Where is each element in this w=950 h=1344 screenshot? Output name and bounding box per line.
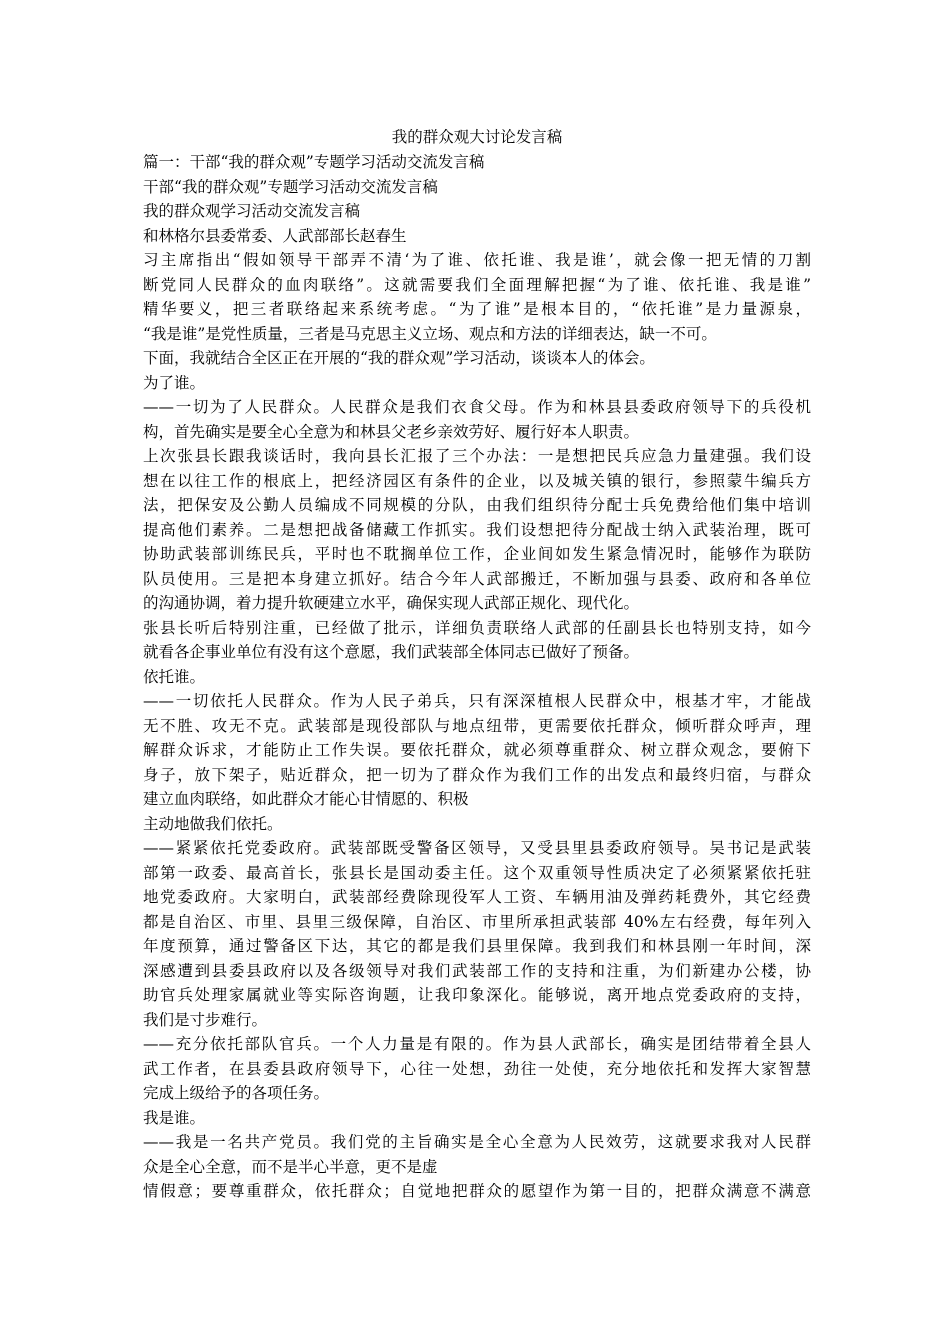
body-line: 深感遭到县委县政府以及各级领导对我们武装部工作的支持和注重，为们新建办公楼，协	[143, 961, 811, 980]
body-line: 想在以往工作的根底上，把经济园区有条件的企业，以及城关镇的银行，参照蒙牛编兵方	[143, 471, 811, 490]
body-line: 部第一政委、最高首长，张县长是国动委主任。这个双重领导性质决定了必须紧紧依托驻	[143, 863, 811, 882]
body-line: ——我是一名共产党员。我们党的主旨确实是全心全意为人民效劳，这就要求我对人民群	[143, 1133, 811, 1151]
body-line: 无不胜、攻无不克。武装部是现役部队与地点纽带，更需要依托群众，倾听群众呼声，理	[143, 716, 811, 735]
body-line: ——一切为了人民群众。人民群众是我们衣食父母。作为和林县县委政府领导下的兵役机	[143, 398, 811, 416]
body-line: ——一切依托人民群众。作为人民子弟兵，只有深深植根人民群众中，根基才牢，才能战	[143, 692, 811, 710]
body-line: 和林格尔县委常委、人武部部长赵春生	[143, 226, 407, 245]
body-line: 为了谁。	[143, 373, 206, 392]
body-line: 的沟通协调，着力提升软硬建立水平，确保实现人武部正规化、现代化。	[143, 594, 640, 612]
body-line: 提高他们素养。二是想把战备储藏工作抓实。我们设想把待分配战士纳入武装治理，既可	[143, 520, 811, 539]
body-line: 下面，我就结合全区正在开展的“我的群众观”学习活动，谈谈本人的体会。	[143, 349, 655, 367]
body-line: 身子，放下架子，贴近群众，把一切为了群众作为我们工作的出发点和最终归宿，与群众	[143, 765, 811, 784]
body-line: 建立血肉联络，如此群众才能心甘情愿的、积极	[143, 790, 469, 808]
body-line: “我是谁”是党性质量，三者是马克思主义立场、观点和方法的详细表达，缺一不可。	[143, 324, 717, 343]
body-line: 都是自治区、市里、县里三级保障，自治区、市里所承担武装部 40%左右经费，每年列入	[143, 912, 811, 931]
body-line: ——紧紧依托党委政府。武装部既受警备区领导，又受县里县委政府领导。吴书记是武装	[143, 839, 811, 857]
document-body	[143, 150, 811, 1204]
document-title: 我的群众观大讨论发言稿	[391, 128, 563, 146]
body-line: 张县长听后特别注重，已经做了批示，详细负责联络人武部的任副县长也特别支持，如今	[143, 618, 811, 637]
body-line: 我是谁。	[143, 1108, 206, 1127]
body-line: 篇一：干部“我的群众观”专题学习活动交流发言稿	[143, 153, 485, 171]
body-line: 主动地做我们依托。	[143, 814, 283, 833]
body-line: 干部“我的群众观”专题学习活动交流发言稿	[143, 177, 438, 196]
body-line: 完成上级给予的各项任务。	[143, 1084, 330, 1102]
body-line: 众是全心全意，而不是半心半意，更不是虚	[143, 1157, 438, 1176]
body-line: 情假意；要尊重群众，依托群众；自觉地把群众的愿望作为第一目的，把群众满意不满意	[143, 1182, 811, 1200]
body-line: 精华要义，把三者联络起来系统考虑。“为了谁”是根本目的，“依托谁”是力量源泉，	[143, 300, 811, 318]
body-line: 地党委政府。大家明白，武装部经费除现役军人工资、车辆用油及弹药耗费外，其它经费	[143, 888, 811, 906]
body-line: 解群众诉求，才能防止工作失误。要依托群众，就必须尊重群众、树立群众观念，要俯下	[143, 741, 811, 759]
body-line: 断党同人民群众的血肉联络”。这就需要我们全面理解把握“为了谁、依托谁、我是谁”	[143, 275, 811, 294]
body-line: 队员使用。三是把本身建立抓好。结合今年人武部搬迁，不断加强与县委、政府和各单位	[143, 569, 811, 588]
body-line: 就看各企事业单位有没有这个意愿，我们武装部全体同志已做好了预备。	[143, 643, 640, 661]
body-line: 助官兵处理家属就业等实际咨询题，让我印象深化。能够说，离开地点党委政府的支持，	[143, 986, 811, 1004]
body-line: ——充分依托部队官兵。一个人力量是有限的。作为县人武部长，确实是团结带着全县人	[143, 1035, 811, 1053]
body-line: 我们是寸步难行。	[143, 1010, 268, 1029]
body-line: 依托谁。	[143, 667, 206, 686]
body-line: 构，首先确实是要全心全意为和林县父老乡亲效劳好、履行好本人职责。	[143, 422, 640, 441]
document-page	[143, 125, 811, 1204]
body-line: 上次张县长跟我谈话时，我向县长汇报了三个办法：一是想把民兵应急力量建强。我们设	[143, 447, 811, 465]
body-line: 法，把保安及公勤人员编成不同规模的分队，由我们组织待分配士兵免费给他们集中培训	[143, 496, 811, 514]
body-line: 武工作者，在县委县政府领导下，心往一处想，劲往一处使，充分地依托和发挥大家智慧	[143, 1059, 811, 1078]
body-line: 我的群众观学习活动交流发言稿	[143, 202, 361, 220]
body-line: 习主席指出“假如领导干部弄不清‘为了谁、依托谁、我是谁’，就会像一把无情的刀割	[143, 251, 811, 269]
body-line: 协助武装部训练民兵，平时也不耽搁单位工作，企业间如发生紧急情况时，能够作为联防	[143, 545, 811, 563]
body-line: 年度预算，通过警备区下达，其它的都是我们县里保障。我到我们和林县刚一年时间，深	[143, 937, 811, 955]
